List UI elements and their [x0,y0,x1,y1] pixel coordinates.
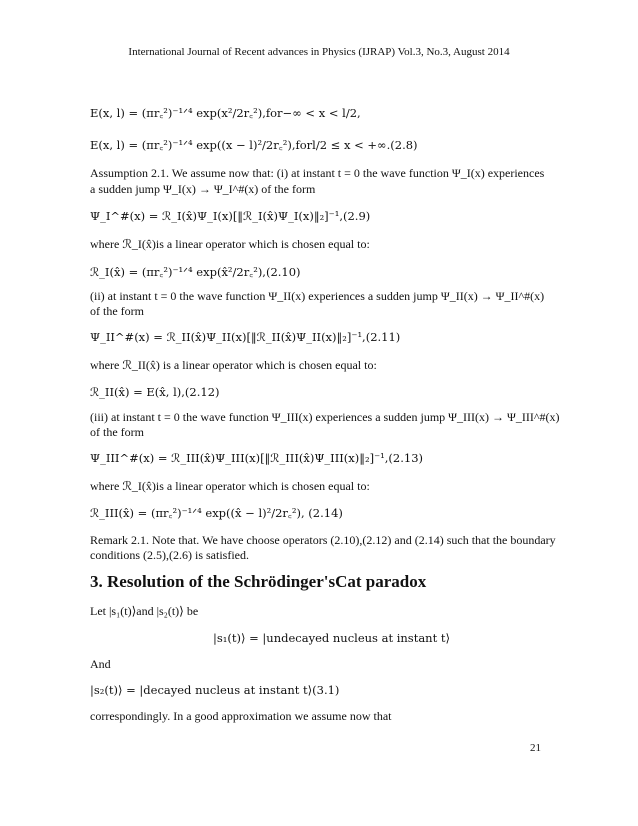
remark-line-2: conditions (2.5),(2.6) is satisfied. [90,548,249,562]
equation-2-10: ℛ_I(x̂) = (πr꜀²)⁻¹ᐟ⁴ exp(x̂²/2r꜀²),(2.10) [90,265,301,279]
case-ii-line-2: of the form [90,304,144,318]
final-text-line: correspondingly. In a good approximation we assume now that [90,709,392,723]
equation-s1: |s₁(t)⟩ = |undecayed nucleus at instant t⟩ [213,631,450,645]
page-number: 21 [530,742,541,754]
section-heading: 3. Resolution of the Schrödinger'sCat paradox [90,572,427,591]
equation-e-first: E(x, l) = (πr꜀²)⁻¹ᐟ⁴ exp(x²/2r꜀²),for−∞ < x < l/2, [90,106,361,120]
case-iii-line-2: of the form [90,425,144,439]
assumption-line-1: Assumption 2.1. We assume now that: (i) at instant t = 0 the wave function Ψ_I(x) experiences [90,166,545,180]
case-iii-line-1: (iii) at instant t = 0 the wave function Ψ_III(x) experiences a sudden jump Ψ_III(x) → Ψ_III^#(x) [90,410,560,424]
let-line: Let |s₁(t)⟩and |s₂(t)⟩ be [90,604,199,618]
equation-3-1: |s₂(t)⟩ = |decayed nucleus at instant t⟩(3.1) [90,683,340,697]
equation-2-8: E(x, l) = (πr꜀²)⁻¹ᐟ⁴ exp((x − l)²/2r꜀²),forl/2 ≤ x < +∞.(2.8) [90,138,418,152]
and-text: And [90,657,111,671]
assumption-line-2: a sudden jump Ψ_I(x) → Ψ_I^#(x) of the form [90,182,316,196]
equation-2-11: Ψ_II^#(x) = ℛ_II(x̂)Ψ_II(x)[‖ℛ_II(x̂)Ψ_II(x)‖₂]⁻¹,(2.11) [90,330,401,344]
where-text-1: where ℛ_I(x̂)is a linear operator which is chosen equal to: [90,237,370,251]
journal-header: International Journal of Recent advances in Physics (IJRAP) Vol.3, No.3, August 2014 [128,46,510,58]
case-ii-line-1: (ii) at instant t = 0 the wave function Ψ_II(x) experiences a sudden jump Ψ_II(x) → Ψ_II^#(x) [90,289,545,303]
equation-2-9: Ψ_I^#(x) = ℛ_I(x̂)Ψ_I(x)[‖ℛ_I(x̂)Ψ_I(x)‖₂]⁻¹,(2.9) [90,209,371,223]
equation-2-14: ℛ_III(x̂) = (πr꜀²)⁻¹ᐟ⁴ exp((x̂ − l)²/2r꜀²), (2.14) [90,506,343,520]
where-text-2: where ℛ_II(x̂) is a linear operator which is chosen equal to: [90,358,377,372]
where-text-3: where ℛ_I(x̂)is a linear operator which is chosen equal to: [90,479,370,493]
equation-2-12: ℛ_II(x̂) = E(x̂, l),(2.12) [90,385,220,399]
remark-line-1: Remark 2.1. Note that. We have choose operators (2.10),(2.12) and (2.14) such that the boundary [90,533,556,547]
equation-2-13: Ψ_III^#(x) = ℛ_III(x̂)Ψ_III(x)[‖ℛ_III(x̂)Ψ_III(x)‖₂]⁻¹,(2.13) [90,451,424,465]
